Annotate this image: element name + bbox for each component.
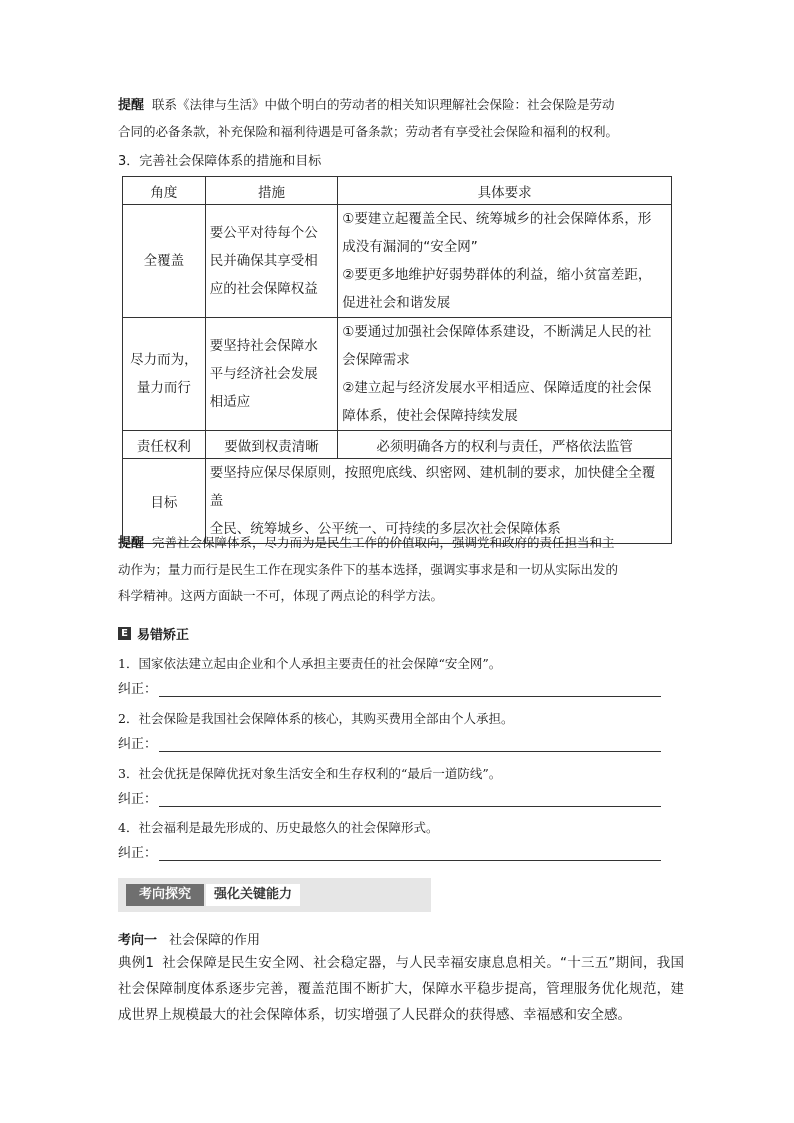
section-heading: 3．完善社会保障体系的措施和目标 [118,154,322,169]
column-header: 措施 [205,177,338,205]
angle-cell [123,205,206,318]
tip-text-line: 动作为；量力而行是民生工作在现实条件下的基本选择，强调实事求是和一切从实际出发的 [118,562,619,577]
cell-text: 量力而行 [136,380,191,396]
angle-cell [123,318,206,431]
answer-line[interactable] [159,844,661,861]
section-banner [118,878,431,912]
cell-text: 应的社会保障权益 [209,281,318,297]
tip-paragraph-2 [118,530,684,609]
answer-label: 纠正： [118,846,158,861]
column-header: 具体要求 [338,177,672,205]
cell-text: 目标 [150,495,178,511]
cell-text: 促进社会和谐发展 [342,295,451,311]
direction-heading [118,929,260,948]
requirement-cell [338,318,672,431]
table-row [123,205,672,318]
answer-label: 纠正： [118,792,158,807]
answer-line[interactable] [159,790,661,807]
example-paragraph [118,950,684,1028]
cell-text: 障体系，使社会保障持续发展 [342,408,518,424]
section-marker-icon: E [118,627,131,640]
tip-paragraph-1 [118,92,678,145]
cell-text: ①要通过加强社会保障体系建设，不断满足人民的社 [342,324,652,340]
cell-text: 全民、统筹城乡、公平统一、可持续的多层次社会保障体系 [209,521,561,537]
cell-text: 民并确保其享受相 [209,253,318,269]
answer-row [118,788,661,807]
angle-cell [123,431,206,459]
banner-sublabel: 强化关键能力 [206,884,300,906]
cell-text: 责任权利 [136,438,191,455]
banner-label: 考向探究 [126,884,204,906]
cell-text: 要做到权责清晰 [224,438,319,455]
tip-text-line: 联系《法律与生活》中做个明白的劳动者的相关知识理解社会保险：社会保险是劳动 [152,97,615,112]
cell-text: 成没有漏洞的“安全网” [342,239,478,255]
correction-title [118,624,189,643]
answer-row [118,733,661,752]
tip-text-line: 合同的必备条款，补充保险和福利待遇是可备条款；劳动者有享受社会保险和福利的权利。 [118,124,619,139]
answer-line[interactable] [159,680,661,697]
cell-text: ②建立起与经济发展水平相适应、保障适度的社会保 [342,380,652,396]
tip-text-line: 完善社会保障体系，尽力而为是民生工作的价值取向，强调党和政府的责任担当和主 [152,535,615,550]
answer-label: 纠正： [118,682,158,697]
table-header-row [123,177,672,205]
cell-text: 会保障需求 [342,352,410,368]
correction-title-text: 易错矫正 [137,628,190,643]
answer-line[interactable] [159,735,661,752]
correction-item: 2．社会保险是我国社会保障体系的核心，其购买费用全部由个人承担。 [118,711,514,726]
measure-cell [205,318,338,431]
direction-title: 社会保障的作用 [169,933,261,948]
example-label: 典例1 [118,955,155,971]
cell-text: 平与经济社会发展 [209,366,318,382]
column-header: 角度 [123,177,206,205]
direction-label: 考向一 [118,933,158,948]
tip-text-line: 科学精神。这两方面缺一不可，体现了两点论的科学方法。 [118,588,444,603]
correction-item: 4．社会福利是最先形成的、历史最悠久的社会保障形式。 [118,820,439,835]
cell-text: 尽力而为， [130,352,198,368]
tip-label: 提醒 [118,98,145,113]
cell-text: ②要更多地维护好弱势群体的利益，缩小贫富差距， [342,267,652,283]
measure-cell [205,205,338,318]
cell-text: 要坚持应保尽保原则，按照兜底线、织密网、建机制的要求，加快健全全覆盖 [209,465,656,509]
answer-label: 纠正： [118,737,158,752]
correction-item: 3．社会优抚是保障优抚对象生活安全和生存权利的“最后一道防线”。 [118,766,502,781]
cell-text: 要坚持社会保障水 [209,338,318,354]
cell-text: 要公平对待每个公 [209,225,318,241]
requirement-cell [338,431,672,459]
cell-text: ①要建立起覆盖全民、统筹城乡的社会保障体系，形 [342,211,652,227]
cell-text: 必须明确各方的权利与责任，严格依法监管 [376,438,633,455]
cell-text: 相适应 [209,394,251,410]
correction-item: 1．国家依法建立起由企业和个人承担主要责任的社会保障“安全网”。 [118,656,502,671]
table-row [123,431,672,459]
answer-row [118,678,661,697]
tip-label: 提醒 [118,536,145,551]
answer-row [118,842,661,861]
requirement-cell [338,205,672,318]
measure-cell [205,431,338,459]
cell-text: 全覆盖 [143,253,185,269]
measures-table [122,176,672,544]
example-text: 社会保障是民生安全网、社会稳定器，与人民幸福安康息息相关。“十三五”期间，我国社会保障制度体系逐步完善，覆盖范围不断扩大，保障水平稳步提高，管理服务优化规范，建成世界上规模最大的社会保障体系，切实增强了人民群众的获得感、幸福感和安全感。 [118,955,684,1023]
table-row [123,318,672,431]
